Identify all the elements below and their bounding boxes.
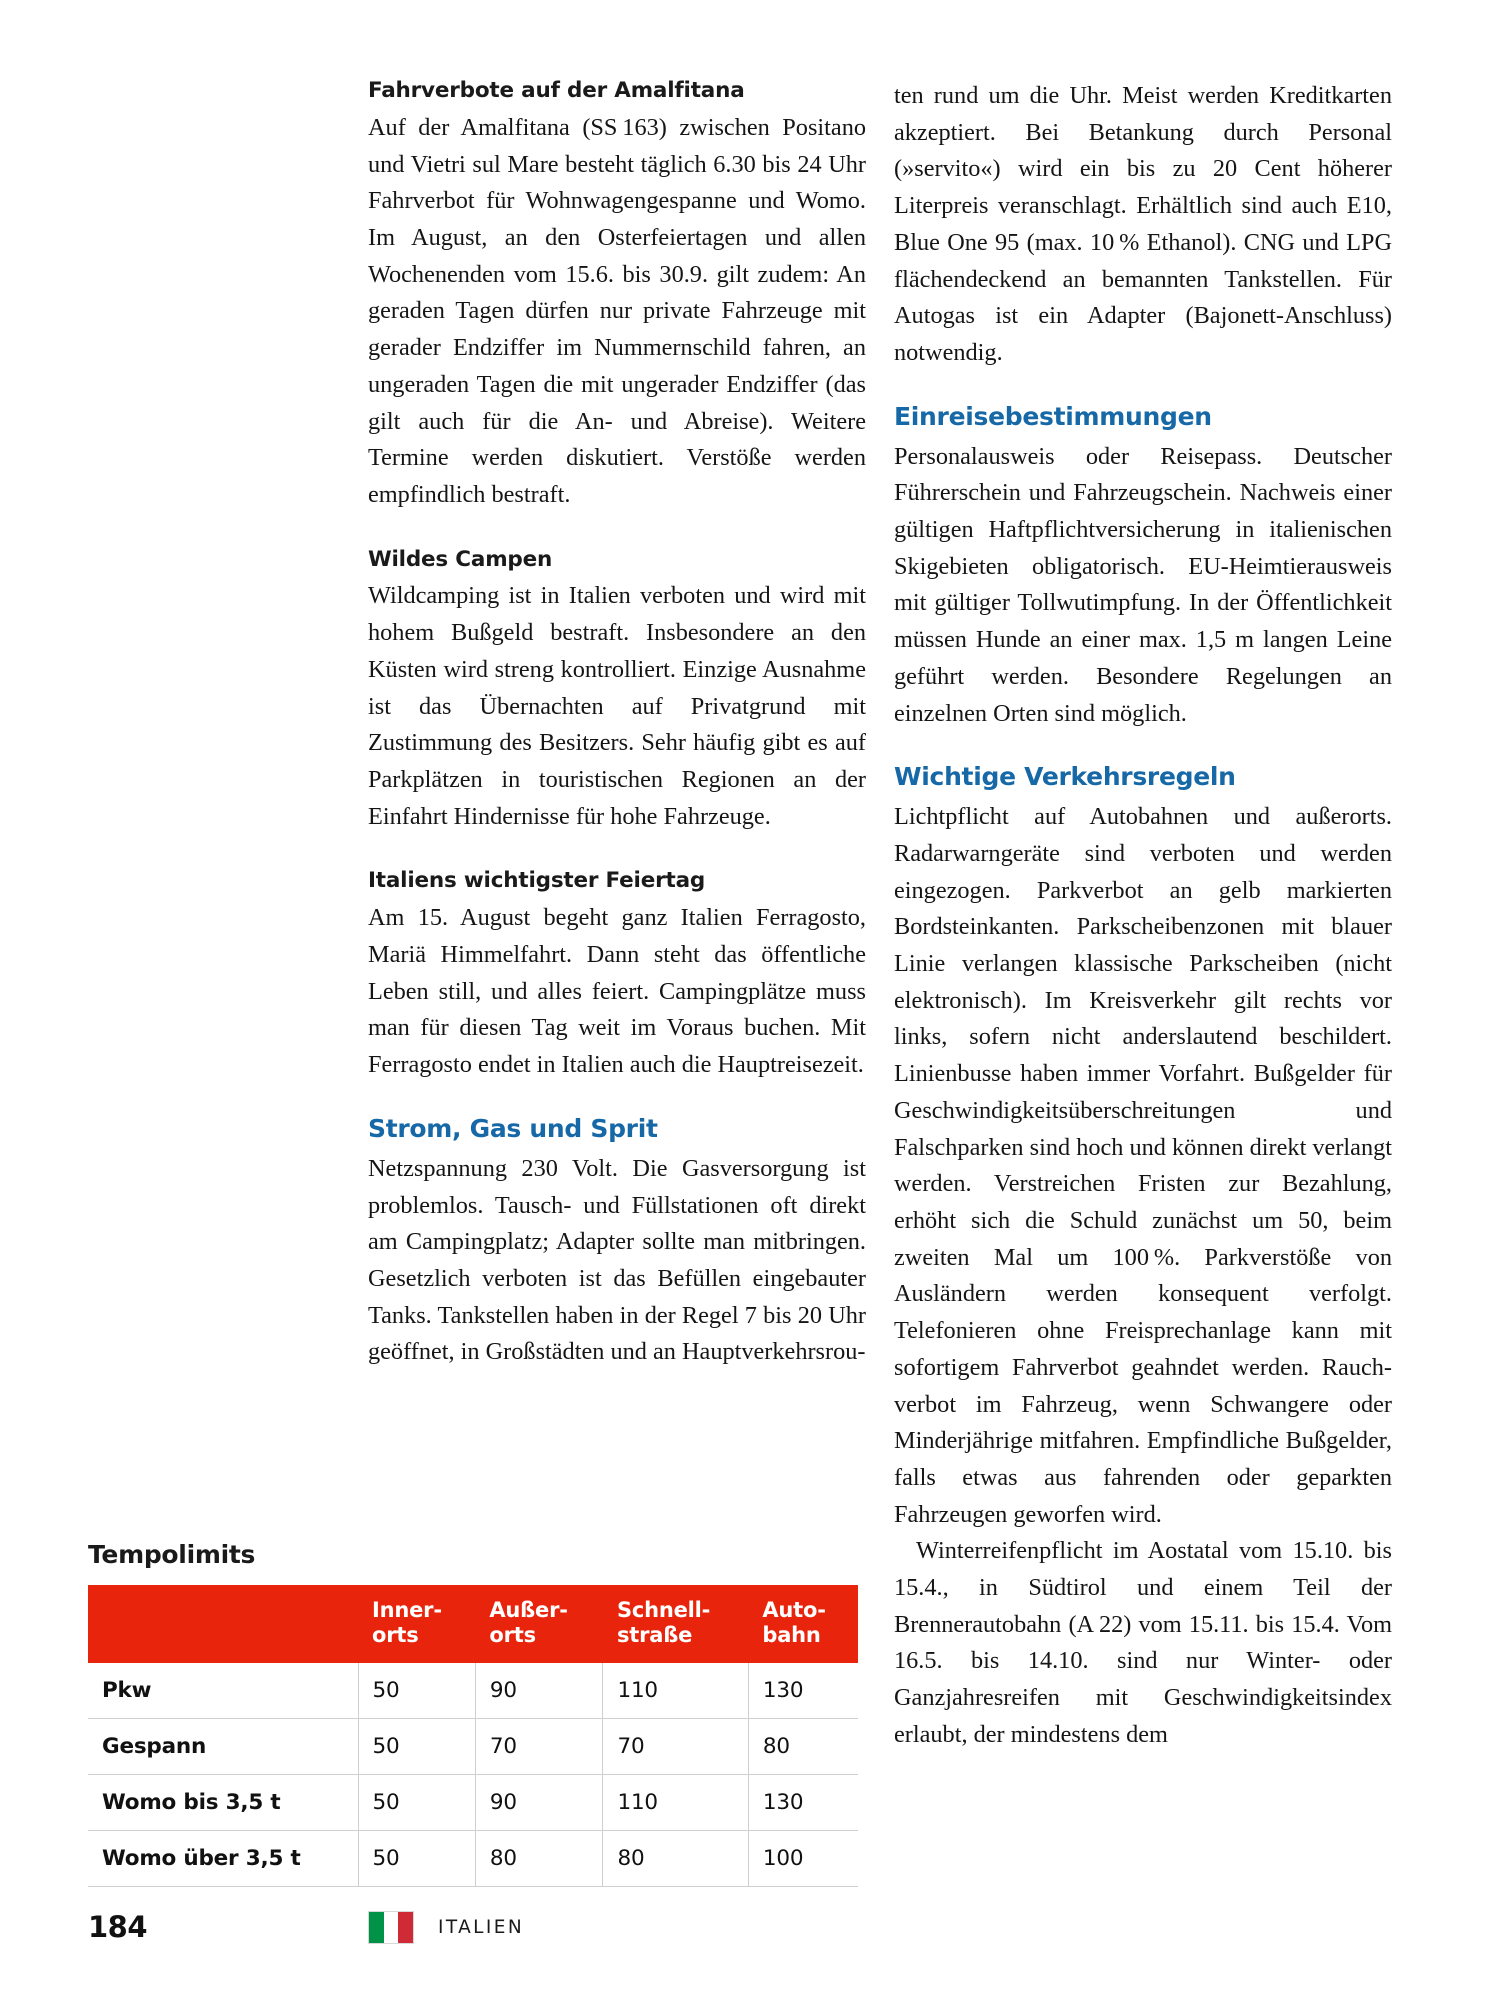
flag-stripe-green [369,1912,384,1943]
table-row [88,1831,858,1887]
table-header-ausserorts-line2: orts [489,1622,536,1647]
table-row [88,1663,858,1719]
table-header-ausserorts-line1: Außer- [489,1598,568,1622]
table-cell-innerorts: 50 [358,1775,475,1831]
section-heading-fahrverbote: Fahrverbote auf der Amalfitana [368,78,745,103]
table-header-row [88,1585,858,1663]
section-body-verkehrsregeln: Lichtpflicht auf Autobahnen und außerorts. Radarwarngeräte sind verboten und werden eingezogen. Parkverbot an gelb markierten Bordsteinkanten. Parkscheibenzonen mit blauer Linie verlangen klassische Parkscheiben (nicht elektronisch). Im Kreisverkehr gilt rechts vor links, sofern nicht anderslautend beschildert. Linienbusse haben immer Vorfahrt. Bußgelder für Geschwindigkeitsüberschreitungen und Falschparken sind hoch und können direkt verlangt werden. Verstreichen Fristen zur Bezahlung, erhöht sich die Schuld zunächst um 50, beim zweiten Mal um 100 %. Parkverstöße von Ausländern werden konsequent verfolgt. Telefonieren ohne Freisprechanlage kann mit sofortigem Fahrverbot geahndet werden. Rauchverbot im Fahrzeug, wenn Schwangere oder Minderjährige mitfahren. Empfindliche Bußgelder, falls etwas aus fahrenden oder geparkten Fahrzeugen geworfen wird. [894,803,1392,1528]
table-cell-schnellstrasse: 70 [603,1719,748,1775]
table-row [88,1775,858,1831]
tempolimits-table-block [88,1540,858,1887]
table-header-blank [88,1585,358,1663]
table-header-autobahn-line2: bahn [762,1622,821,1647]
section-body-wildes-campen: Wildcamping ist in Italien verboten und wird mit hohem Bußgeld bestraft. Insbesondere an den Küsten wird streng kontrolliert. Einzige Ausnahme ist das Übernachten auf Privatgrund mit Zustimmung des Besitzers. Sehr häufig gibt es auf Parkplätzen in touristischen Regionen an der Einfahrt Hindernisse für hohe Fahrzeuge. [368,582,866,830]
table-header-schnellstrasse [603,1585,748,1663]
page-number: 184 [88,1910,148,1944]
table-cell-autobahn: 130 [748,1775,858,1831]
table-cell-ausserorts: 90 [475,1775,603,1831]
section-body-fahrverbote: Auf der Amalfitana (SS 163) zwischen Positano und Vietri sul Mare besteht täglich 6.30 bis 24 Uhr Fahrverbot für Wohnwagengespanne und Womo. Im August, an den Osterfeiertagen und allen Wochenenden vom 15.6. bis 30.9. gilt zudem: An geraden Tagen dürfen nur private Fahrzeuge mit gerader Endziffer im Nummernschild fahren, an ungeraden Tagen die mit ungerader Endziffer (das gilt auch für die An- und Abreise). Weitere Termine werden diskutiert. Verstöße werden empfindlich bestraft. [368,113,866,508]
table-cell-schnellstrasse: 110 [603,1663,748,1719]
section-heading-einreisebestimmungen: Einreisebestimmungen [894,401,1212,431]
section-body-einreisebestimmungen: Personalausweis oder Reisepass. Deutscher Führerschein und Fahrzeugschein. Nachweis einer gültigen Haftpflichtversicherung in italienischen Skigebieten obligatorisch. EU-Heimtierausweis mit gültiger Tollwutimpfung. In der Öffentlichkeit müssen Hunde an einer max. 1,5 m langen Leine geführt werden. Besondere Regelungen an einzelnen Orten sind möglich. [894,442,1392,727]
flag-stripe-white [384,1912,399,1943]
table-cell-innerorts: 50 [358,1663,475,1719]
page-footer [88,1910,1423,1944]
table-header-innerorts-line1: Inner- [372,1598,442,1622]
table-header-autobahn [748,1585,858,1663]
section-heading-verkehrsregeln: Wichtige Verkehrsregeln [894,762,1236,792]
table-cell-innerorts: 50 [358,1831,475,1887]
table-cell-schnellstrasse: 110 [603,1775,748,1831]
italy-flag-icon [368,1911,414,1944]
table-header-innerorts [358,1585,475,1663]
table-header-ausserorts [475,1585,603,1663]
table-title: Tempolimits [88,1540,256,1569]
table-header-schnellstrasse-line1: Schnell- [616,1598,711,1622]
table-cell-innerorts: 50 [358,1719,475,1775]
section-heading-feiertag: Italiens wichtigster Feiertag [368,868,706,894]
table-cell-autobahn: 80 [748,1719,858,1775]
right-text-column [894,78,1392,1754]
table-header-schnellstrasse-line2: straße [616,1622,693,1647]
table-header-autobahn-line1: Auto- [762,1598,826,1622]
table-row [88,1719,858,1775]
table-cell-autobahn: 100 [748,1831,858,1887]
table-row-label: Gespann [88,1719,358,1775]
table-header-innerorts-line2: orts [372,1622,419,1647]
left-text-column [368,78,866,1754]
table-cell-ausserorts: 80 [475,1831,603,1887]
section-heading-strom-gas-sprit: Strom, Gas und Sprit [368,1113,658,1143]
tempolimits-table [88,1585,858,1887]
table-cell-ausserorts: 70 [475,1719,603,1775]
table-row-label: Womo bis 3,5 t [88,1775,358,1831]
section-body-feiertag: Am 15. August begeht ganz Italien Ferragosto, Mariä Himmelfahrt. Dann steht das öffentliche Leben still, und alles feiert. Campingplätze muss man für diesen Tag weit im Voraus buchen. Mit Ferragosto endet in Italien auch die Hauptreisezeit. [368,904,866,1079]
table-row-label: Pkw [88,1663,358,1719]
table-body [88,1663,858,1887]
country-label: ITALIEN [438,1916,525,1938]
table-row-label: Womo über 3,5 t [88,1831,358,1887]
table-cell-autobahn: 130 [748,1663,858,1719]
table-cell-ausserorts: 90 [475,1663,603,1719]
section-body-sprit-continuation: ten rund um die Uhr. Meist werden Kreditkarten akzeptiert. Bei Betankung durch Personal (»servito«) wird ein bis zu 20 Cent höherer Literpreis veranschlagt. Erhältlich sind auch E10, Blue One 95 (max. 10 % Ethanol). CNG und LPG flächendeckend an bemannten Tankstellen. Für Autogas ist ein Adapter (Bajonett-Anschluss) notwendig. [894,82,1392,366]
section-heading-wildes-campen: Wildes Campen [368,546,553,572]
section-body-strom-gas-sprit: Netzspannung 230 Volt. Die Gasversorgung ist problemlos. Tausch- und Füllstationen oft direkt am Campingplatz; Adapter sollte man mitbringen. Gesetzlich verboten ist das Befüllen eingebauter Tanks. Tankstellen haben in der Regel 7 bis 20 Uhr geöffnet, in Großstädten und an Hauptverkehrsrou- [368,1154,866,1366]
flag-stripe-red [398,1912,413,1943]
two-column-text-body [368,78,1392,1754]
table-cell-schnellstrasse: 80 [603,1831,748,1887]
section-body-winterreifenpflicht: Winterreifenpflicht im Aostatal vom 15.10. bis 15.4., in Südtirol und einem Teil der Brennerautobahn (A 22) vom 15.11. bis 15.4. Vom 16.5. bis 14.10. sind nur Winter- oder Ganzjahresreifen mit Geschwindigkeitsindex erlaubt, der mindestens dem [894,1537,1392,1748]
